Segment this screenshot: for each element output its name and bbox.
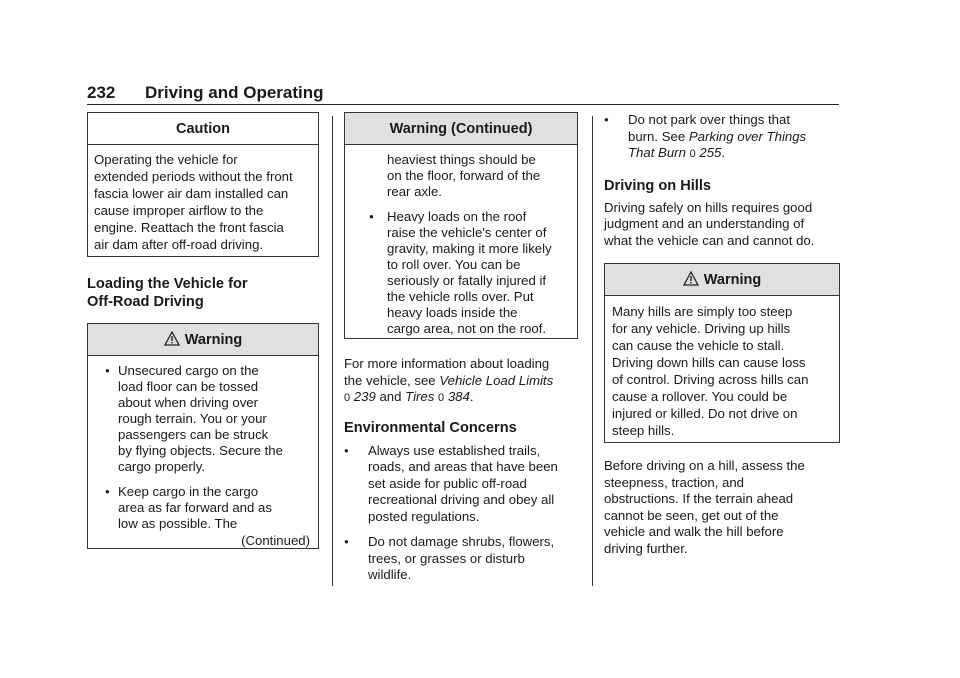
text-line: Keep cargo in the cargo: [118, 484, 259, 499]
page-ref-icon: 0: [689, 148, 696, 160]
text-line: trees, or grasses or disturb: [368, 550, 525, 566]
warning-box-continued: [344, 112, 578, 339]
warning-box-hills: [604, 263, 840, 443]
text-line: [344, 389, 578, 407]
text-line: Before driving on a hill, assess the: [604, 458, 805, 473]
text-line: driving further.: [604, 540, 688, 556]
column-1: [87, 112, 319, 549]
xref-tires[interactable]: Tires: [405, 389, 435, 404]
warning-title: Warning: [703, 272, 762, 288]
text-line: injured or killed. Do not drive on: [612, 406, 798, 421]
text-line: passengers can be struck: [118, 427, 269, 442]
bullet-dot: ●: [105, 487, 110, 496]
text-line: set aside for public off-road: [368, 475, 527, 491]
section-title: Driving and Operating: [145, 83, 324, 102]
text-line: wildlife.: [368, 567, 412, 582]
text-line: Operating the vehicle for: [94, 152, 238, 167]
text-line: heavy loads inside the: [387, 305, 518, 320]
warning-triangle-icon: [683, 271, 699, 286]
xref-parking-over-things[interactable]: Parking over Things: [688, 128, 807, 144]
text-line: on the floor, forward of the: [387, 168, 541, 183]
bullet-dot: ●: [105, 366, 110, 375]
bullet-dot: ●: [604, 115, 609, 124]
bullet-item: [349, 209, 571, 337]
text-line: cargo properly.: [118, 459, 205, 474]
text-line: Do not damage shrubs, flowers,: [368, 534, 555, 549]
text-line: seriously or fatally injured if: [387, 273, 547, 288]
text-line: the vehicle rolls over. Put: [387, 289, 534, 304]
text-line: Always use established trails,: [368, 442, 541, 458]
text-line: to roll over. You can be: [387, 257, 521, 272]
page-ref-239[interactable]: 239: [353, 389, 376, 404]
text-line: cause a rollover. You could be: [612, 389, 788, 404]
column-divider-1: [332, 116, 333, 586]
text-line: [628, 129, 840, 146]
text-line: recreational driving and obey all: [368, 492, 555, 507]
caution-box: [87, 112, 319, 257]
page-ref-icon: 0: [344, 392, 351, 404]
text-line: obstructions. If the terrain ahead: [604, 491, 794, 506]
loading-heading: [87, 275, 319, 311]
text-line: engine. Reattach the front fascia: [94, 220, 284, 235]
text-line: load floor can be tossed: [118, 379, 259, 394]
text-line: air dam after off-road driving.: [94, 237, 264, 252]
text-line: fascia lower air dam installed can: [94, 186, 289, 201]
text-line: for any vehicle. Driving up hills: [612, 321, 791, 336]
text-line: Do not park over things that: [628, 112, 791, 127]
text-span: .: [721, 145, 726, 160]
text-line: what the vehicle can and cannot do.: [604, 232, 815, 248]
text-line: can cause the vehicle to stall.: [612, 338, 785, 353]
warning-header: [88, 324, 318, 356]
heading-line: Off-Road Driving: [87, 294, 204, 310]
bullet-item: [92, 363, 312, 475]
text-line: by flying objects. Secure the: [118, 443, 283, 458]
text-line: Unsecured cargo on the: [118, 363, 259, 378]
text-line: cannot be seen, get out of the: [604, 507, 779, 523]
environmental-heading: Environmental Concerns: [344, 419, 517, 436]
text-line: cargo area, not on the roof.: [387, 321, 547, 336]
text-line: gravity, making it more likely: [387, 241, 552, 256]
warning-continued-title: Warning (Continued): [345, 113, 577, 145]
warning-text: [605, 296, 839, 439]
text-line: about when driving over: [118, 395, 259, 410]
text-span: .: [469, 389, 474, 404]
bullet-item: [92, 484, 312, 532]
text-line: [344, 373, 578, 390]
warning-triangle-icon: [164, 331, 180, 346]
page-ref-384[interactable]: 384: [447, 389, 470, 404]
text-line: raise the vehicle's center of: [387, 225, 547, 240]
text-line: rough terrain. You or your: [118, 411, 267, 426]
text-line: rear axle.: [387, 184, 442, 199]
bullet-dot: ●: [369, 212, 374, 221]
bullet-item: [344, 443, 578, 526]
text-line: heaviest things should be: [387, 152, 536, 167]
text-line: steepness, traction, and: [604, 474, 745, 490]
text-line: [628, 145, 840, 163]
text-line: Heavy loads on the roof: [387, 209, 527, 224]
text-line: For more information about loading: [344, 356, 550, 371]
text-line: roads, and areas that have been: [368, 459, 558, 474]
text-line: of control. Driving across hills can: [612, 372, 809, 387]
continued-text: [349, 152, 571, 200]
page-header: [87, 83, 839, 105]
bullet-dot: ●: [344, 445, 349, 455]
page-number: 232: [87, 83, 116, 102]
text-line: judgment and an understanding of: [604, 216, 805, 231]
text-line: Driving down hills can cause loss: [612, 355, 806, 370]
text-line: area as far forward and as: [118, 500, 272, 515]
warning-box-cargo: [87, 323, 319, 549]
text-line: low as possible. The: [118, 516, 238, 531]
bullet-item: [344, 534, 578, 584]
column-divider-2: [592, 116, 593, 586]
caution-title: Caution: [88, 113, 318, 145]
bullet-item: [604, 112, 840, 163]
heading-line: Loading the Vehicle for: [87, 276, 248, 292]
column-2: [344, 112, 578, 584]
before-driving-paragraph: [604, 458, 840, 557]
text-line: posted regulations.: [368, 508, 480, 524]
page-ref-icon: 0: [438, 392, 445, 404]
page-ref-255[interactable]: 255: [699, 145, 722, 160]
hills-heading: Driving on Hills: [604, 177, 712, 194]
warning-title: Warning: [184, 332, 243, 348]
text-line: extended periods without the front: [94, 169, 293, 184]
bullet-dot: ●: [344, 537, 349, 546]
text-line: Driving safely on hills requires good: [604, 199, 813, 215]
continued-label: (Continued): [241, 533, 310, 548]
xref-vehicle-load-limits[interactable]: Vehicle Load Limits: [439, 372, 554, 388]
hills-intro: [604, 200, 840, 250]
column-3: [604, 112, 840, 557]
load-info-paragraph: [344, 356, 578, 407]
text-span: the vehicle, see: [344, 372, 440, 388]
text-line: vehicle and walk the hill before: [604, 524, 784, 539]
text-line: Many hills are simply too steep: [612, 304, 793, 319]
warning-header: [605, 264, 839, 296]
text-span: and: [375, 389, 406, 404]
xref-that-burn[interactable]: That Burn: [628, 145, 686, 160]
text-line: cause improper airflow to the: [94, 203, 264, 218]
text-span: burn. See: [628, 128, 689, 144]
caution-text: [88, 145, 318, 253]
text-line: steep hills.: [612, 423, 675, 438]
